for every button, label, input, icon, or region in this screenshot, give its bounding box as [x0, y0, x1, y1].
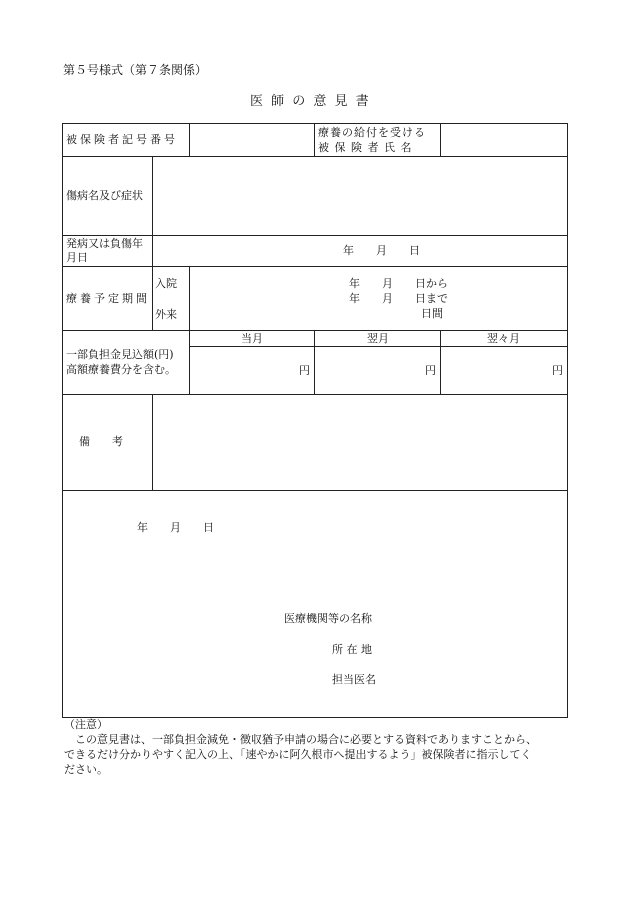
- period-to[interactable]: 年 月 日まで: [349, 292, 448, 305]
- notes-line-3: ださい。: [64, 763, 108, 776]
- copay-unit-2: 円: [425, 364, 436, 377]
- doctor-label: 担当医名: [332, 673, 376, 686]
- copay-col-this-month: 当月: [241, 332, 263, 345]
- period-from[interactable]: 年 月 日から: [349, 277, 448, 290]
- notes-heading: （注意）: [64, 718, 108, 731]
- onset-date[interactable]: 年 月 日: [343, 244, 420, 257]
- address-label: 所 在 地: [332, 643, 372, 656]
- signature-date[interactable]: 年 月 日: [137, 521, 214, 534]
- onset-label-line2: 月日: [66, 251, 88, 264]
- recipient-name-field[interactable]: [442, 125, 566, 155]
- period-days[interactable]: 日間: [421, 307, 443, 320]
- form-number: 第５号様式（第７条関係）: [63, 63, 208, 77]
- copay-label-line2: 高額療養費分を含む。: [66, 363, 176, 376]
- notes-line-2: できるだけ分かりやすく記入の上、「速やかに阿久根市へ提出するよう」被保険者に指示してく: [64, 748, 532, 761]
- remarks-label: 備 考: [79, 435, 123, 448]
- remarks-field[interactable]: [154, 396, 566, 489]
- disease-field[interactable]: [154, 158, 566, 234]
- page-title: 医 師 の 意 見 書: [250, 94, 371, 109]
- copay-unit-3: 円: [552, 364, 563, 377]
- onset-label-line1: 発病又は負傷年: [66, 237, 143, 250]
- outpatient-label: 外来: [155, 308, 177, 321]
- period-label: 療養予定期間: [66, 292, 150, 305]
- disease-label: 傷病名及び症状: [66, 189, 143, 202]
- institution-label: 医療機関等の名称: [284, 612, 372, 625]
- notes-line-1: この意見書は、一部負担金減免・徴収猶予申請の場合に必要とする資料でありますことから、: [64, 733, 537, 746]
- insured-number-label: 被保険者記号番号: [66, 133, 178, 146]
- insured-number-field[interactable]: [191, 125, 313, 155]
- copay-unit-1: 円: [299, 364, 310, 377]
- copay-col-next-month: 翌月: [367, 332, 389, 345]
- copay-col-month-after: 翌々月: [487, 332, 520, 345]
- inpatient-label: 入院: [155, 277, 177, 290]
- copay-label-line1: 一部負担金見込額(円): [66, 348, 174, 361]
- recipient-label-line2: 被 保 険 者 氏 名: [318, 141, 413, 154]
- recipient-label-line1: 療養の給付を受ける: [318, 126, 426, 139]
